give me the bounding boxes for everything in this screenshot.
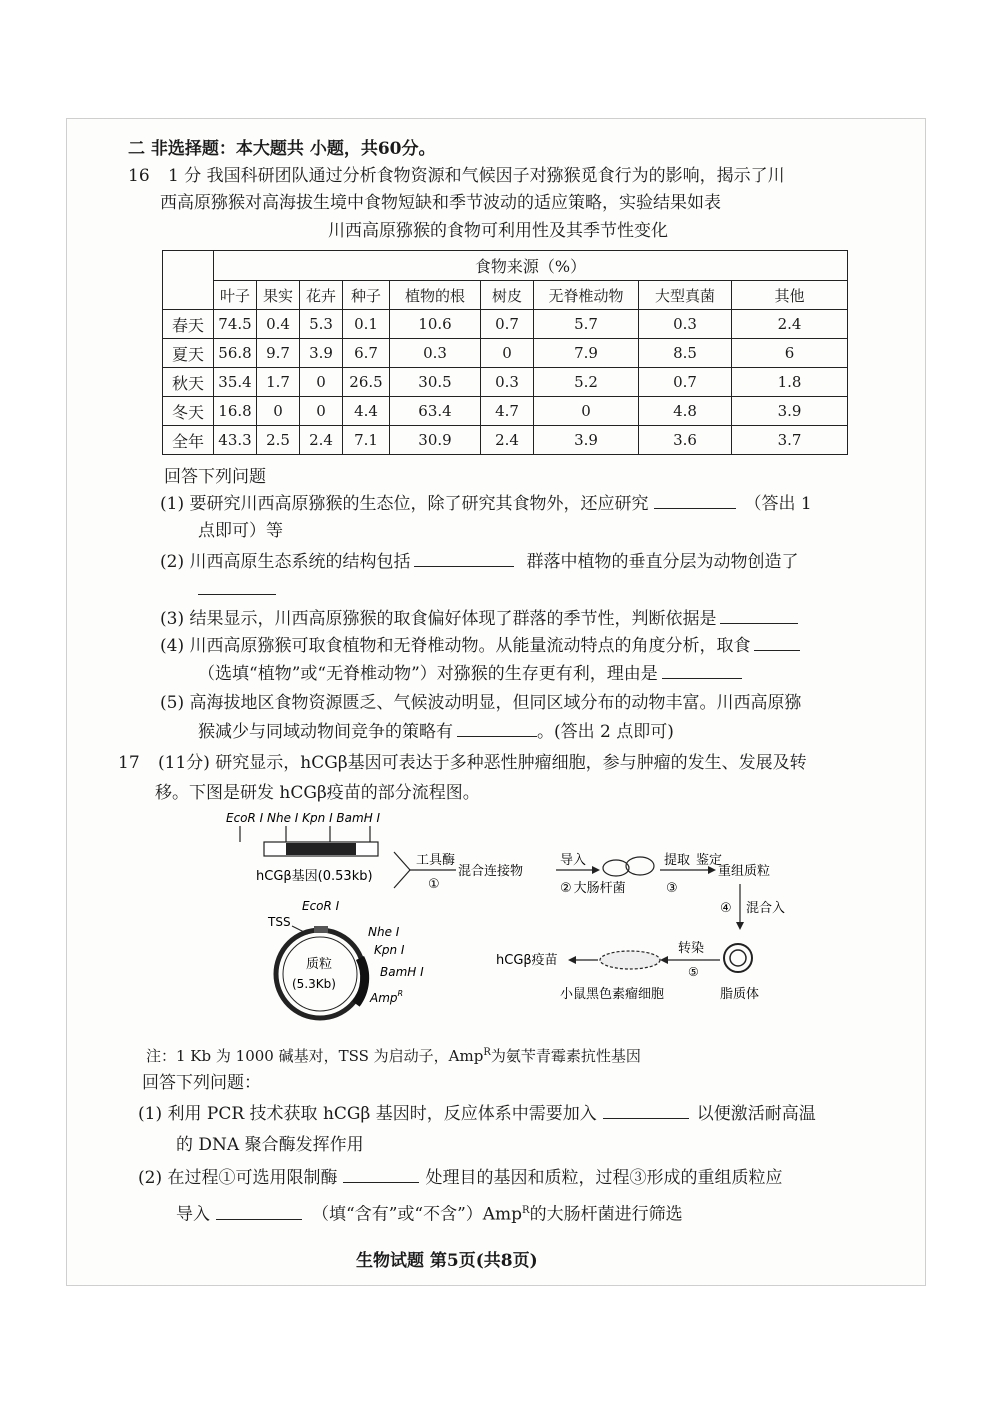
- table-row: [163, 426, 848, 455]
- row-label: 夏天: [163, 339, 214, 368]
- merge-line-bottom: [394, 870, 410, 888]
- answer-blank[interactable]: [343, 1166, 419, 1183]
- gene-label: hCGβ基因(0.53kb): [256, 869, 373, 884]
- ecor1-label: EcoR Ⅰ: [302, 899, 340, 913]
- col-header: 树皮: [481, 281, 534, 310]
- table-cell: 1.8: [732, 368, 848, 397]
- food-table: [162, 250, 848, 455]
- plasmid-ring-inner: [283, 937, 357, 1011]
- table-cell: 6.7: [343, 339, 390, 368]
- table-cell: 2.4: [481, 426, 534, 455]
- q16-s4-line2: [198, 662, 742, 685]
- q17-s1-b: 以便激活耐高温: [696, 1104, 816, 1124]
- tss-block: [314, 926, 328, 933]
- step1-label: ①: [428, 877, 440, 892]
- q17-s1-text: [138, 1102, 816, 1125]
- ampr-superscript: R: [522, 1205, 530, 1216]
- answer-blank[interactable]: [720, 607, 798, 624]
- col-header: 果实: [257, 281, 300, 310]
- table-cell: 10.6: [390, 310, 481, 339]
- table-row: [163, 310, 848, 339]
- recombinant-label: 重组质粒: [718, 864, 771, 879]
- tss-label: TSS: [268, 915, 291, 929]
- table-cell: 35.4: [214, 368, 257, 397]
- table-cell: 5.3: [300, 310, 343, 339]
- table-cell: 43.3: [214, 426, 257, 455]
- table-group-header: 食物来源（%）: [214, 251, 848, 281]
- table-cell: 0: [300, 368, 343, 397]
- table-row: [163, 368, 848, 397]
- gene-fragment-core: [286, 843, 356, 855]
- answer-blank[interactable]: [198, 578, 276, 595]
- q17-intro-line1: (11分) 研究显示，hCGβ基因可表达于多种恶性肿瘤细胞，参与肿瘤的发生、发展及转: [158, 753, 807, 773]
- table-cell: 1.7: [257, 368, 300, 397]
- col-header: 大型真菌: [639, 281, 732, 310]
- q16-s1-text: [160, 492, 812, 515]
- note-tail: 为氨苄青霉素抗性基因: [490, 1047, 641, 1065]
- table-cell: 0.7: [481, 310, 534, 339]
- q17-s1-c: 的 DNA 聚合酶发挥作用: [176, 1135, 364, 1155]
- q16-s2-a: (2) 川西高原生态系统的结构包括: [160, 552, 411, 572]
- q16-number: 16: [128, 166, 150, 186]
- q16-s3-text: [160, 607, 798, 630]
- table-cell: 3.9: [300, 339, 343, 368]
- table-cell: 5.7: [534, 310, 639, 339]
- page-footer: 生物试题 第5页(共8页): [356, 1251, 538, 1271]
- kpn1-label: Kpn Ⅰ: [374, 943, 405, 957]
- plasmid-label-line1: 质粒: [306, 957, 333, 972]
- table-cell: 0.3: [481, 368, 534, 397]
- q16-prompt: 回答下列问题: [164, 467, 266, 487]
- arrow-head: [660, 956, 668, 964]
- answer-blank[interactable]: [754, 634, 800, 651]
- melanoma-label: 小鼠黑色素瘤细胞: [560, 987, 665, 1002]
- table-cell: 4.8: [639, 397, 732, 426]
- answer-blank[interactable]: [414, 550, 514, 567]
- hcg-vaccine-flow-diagram: [220, 808, 800, 1040]
- col-header: 植物的根: [390, 281, 481, 310]
- step3-label: ③: [666, 881, 678, 896]
- ampr-text: Amp: [370, 991, 398, 1005]
- table-cell: 0: [257, 397, 300, 426]
- q17-s2-e: 的大肠杆菌进行筛选: [529, 1204, 683, 1225]
- plasmid-label-line2: (5.3Kb): [292, 977, 336, 991]
- table-cell: 3.9: [732, 397, 848, 426]
- row-label: 冬天: [163, 397, 214, 426]
- identify-label: 鉴定: [696, 853, 723, 868]
- table-row: [163, 339, 848, 368]
- row-label: 春天: [163, 310, 214, 339]
- bacterium-icon: [626, 857, 654, 875]
- ampr-label: [369, 989, 403, 1005]
- table-cell: 30.5: [390, 368, 481, 397]
- table-cell: 6: [732, 339, 848, 368]
- table-cell: 5.2: [534, 368, 639, 397]
- table-cell: 2.4: [300, 426, 343, 455]
- table-cell: 7.1: [343, 426, 390, 455]
- bamh1-label: BamH Ⅰ: [380, 965, 424, 979]
- import-label: 导入: [560, 853, 587, 868]
- gene-enzyme-sites-label: EcoR Ⅰ Nhe Ⅰ Kpn Ⅰ BamH Ⅰ: [226, 811, 381, 825]
- table-cell: 3.9: [534, 426, 639, 455]
- ampr-superscript: R: [397, 989, 404, 998]
- bacterium-icon: [603, 860, 629, 876]
- table-corner-cell: [163, 251, 214, 310]
- row-label: 全年: [163, 426, 214, 455]
- table-cell: 8.5: [639, 339, 732, 368]
- q16-intro-line2: 西高原猕猴对高海拔生境中食物短缺和季节波动的适应策略，实验结果如表: [160, 193, 721, 213]
- table-row: [163, 397, 848, 426]
- q17-s2-b: 处理目的基因和质粒，过程③形成的重组质粒应: [425, 1168, 783, 1188]
- ecoli-label: 大肠杆菌: [573, 881, 626, 896]
- step2-ecoli-label: [560, 880, 626, 896]
- mixture-label: 混合连接物: [458, 864, 524, 879]
- table-cell: 0.3: [390, 339, 481, 368]
- table-cell: 26.5: [343, 368, 390, 397]
- q17-s2-d: （填“含有”或“不含”）Amp: [312, 1204, 523, 1225]
- melanoma-cell-icon: [600, 951, 660, 969]
- table-cell: 0.4: [257, 310, 300, 339]
- arrow-head: [592, 866, 600, 874]
- step5-label: ⑤: [688, 965, 699, 979]
- step4-label: ④: [720, 901, 732, 916]
- answer-blank[interactable]: [662, 662, 742, 679]
- table-cell: 0: [481, 339, 534, 368]
- arrow-head: [736, 922, 744, 930]
- q16-s1-b: （答出 1: [744, 494, 812, 514]
- table-cell: 3.7: [732, 426, 848, 455]
- answer-blank[interactable]: [654, 492, 736, 509]
- q17-prompt: 回答下列问题：: [142, 1073, 261, 1093]
- table-cell: 4.4: [343, 397, 390, 426]
- liposome-inner-icon: [730, 950, 746, 966]
- q17-s2-c: 导入: [176, 1204, 210, 1225]
- q17-s1-a: (1) 利用 PCR 技术获取 hCGβ 基因时，反应体系中需要加入: [138, 1104, 597, 1124]
- table-cell: 74.5: [214, 310, 257, 339]
- q17-intro-line2: 移。下图是研发 hCGβ疫苗的部分流程图。: [155, 783, 480, 803]
- q16-intro-line1: 1 分 我国科研团队通过分析食物资源和气候因子对猕猴觅食行为的影响，揭示了川: [168, 166, 785, 186]
- q16-s4-b: （选填“植物”或“无脊椎动物”）对猕猴的生存更有利，理由是: [198, 664, 658, 684]
- note-superscript: R: [483, 1047, 491, 1058]
- liposome-outer-icon: [724, 944, 752, 972]
- answer-blank[interactable]: [603, 1102, 689, 1119]
- table-cell: 9.7: [257, 339, 300, 368]
- plasmid-ring: [276, 930, 364, 1018]
- col-header: 花卉: [300, 281, 343, 310]
- table-cell: 0.7: [639, 368, 732, 397]
- table-cell: 30.9: [390, 426, 481, 455]
- vaccine-label: hCGβ疫苗: [496, 953, 558, 968]
- q16-s2-line2: [198, 578, 276, 601]
- q16-s1-c: 点即可）等: [198, 521, 283, 541]
- q16-s4-text: [160, 634, 800, 657]
- note-text: 注：1 Kb 为 1000 碱基对，TSS 为启动子，Amp: [146, 1047, 484, 1065]
- nhe1-label: Nhe Ⅰ: [368, 925, 400, 939]
- q17-number: 17: [118, 753, 140, 773]
- table-cell: 63.4: [390, 397, 481, 426]
- q16-s5-a: (5) 高海拔地区食物资源匮乏、气候波动明显，但同区域分布的动物丰富。川西高原猕: [160, 693, 802, 713]
- table-cell: 3.6: [639, 426, 732, 455]
- table-cell: 0.1: [343, 310, 390, 339]
- table-cell: 2.4: [732, 310, 848, 339]
- section-header: 二 非选择题：本大题共 小题，共60分。: [128, 139, 436, 159]
- q16-s5-line2: [198, 720, 674, 743]
- q17-note: [146, 1042, 641, 1067]
- table-cell: 2.5: [257, 426, 300, 455]
- merge-line-top: [394, 852, 410, 870]
- extract-identify-label: [664, 852, 722, 868]
- col-header: 无脊椎动物: [534, 281, 639, 310]
- step2-label: ②: [560, 881, 572, 896]
- col-header: 叶子: [214, 281, 257, 310]
- table-cell: 0.3: [639, 310, 732, 339]
- liposome-label: 脂质体: [720, 987, 760, 1002]
- table-cell: 16.8: [214, 397, 257, 426]
- transfect-label: 转染: [678, 941, 705, 956]
- q16-s2-b: 群落中植物的垂直分层为动物创造了: [526, 552, 799, 572]
- q16-s5-c: 。(答出 2 点即可): [537, 722, 674, 742]
- table-cell: 56.8: [214, 339, 257, 368]
- q16-s5-b: 猴减少与同域动物间竞争的策略有: [198, 722, 453, 742]
- extract-label: 提取: [664, 853, 691, 868]
- table-cell: 7.9: [534, 339, 639, 368]
- table-body: [163, 310, 848, 455]
- table-cell: 4.7: [481, 397, 534, 426]
- arrow-head: [568, 956, 576, 964]
- answer-blank[interactable]: [457, 720, 537, 737]
- q16-s3: (3) 结果显示，川西高原猕猴的取食偏好体现了群落的季节性，判断依据是: [160, 609, 717, 629]
- q16-table-title: 川西高原猕猴的食物可利用性及其季节性变化: [328, 221, 668, 241]
- table-cell: 0: [534, 397, 639, 426]
- col-header: 其他: [732, 281, 848, 310]
- q16-s4-a: (4) 川西高原猕猴可取食植物和无脊椎动物。从能量流动特点的角度分析，取食: [160, 636, 751, 656]
- tool-enzyme-label: 工具酶: [416, 853, 456, 868]
- answer-blank[interactable]: [216, 1203, 302, 1220]
- q17-s2-a: (2) 在过程①可选用限制酶: [138, 1168, 338, 1188]
- row-label: 秋天: [163, 368, 214, 397]
- table-cell: 0: [300, 397, 343, 426]
- q17-s2-line2: [176, 1200, 683, 1226]
- mix-in-label: 混合入: [746, 901, 786, 916]
- ampr-gene-segment: [356, 958, 365, 1004]
- q17-s2-text: [138, 1166, 782, 1189]
- q16-s2-text: [160, 550, 798, 573]
- col-header: 种子: [343, 281, 390, 310]
- q16-s1-a: (1) 要研究川西高原猕猴的生态位，除了研究其食物外，还应研究: [160, 494, 649, 514]
